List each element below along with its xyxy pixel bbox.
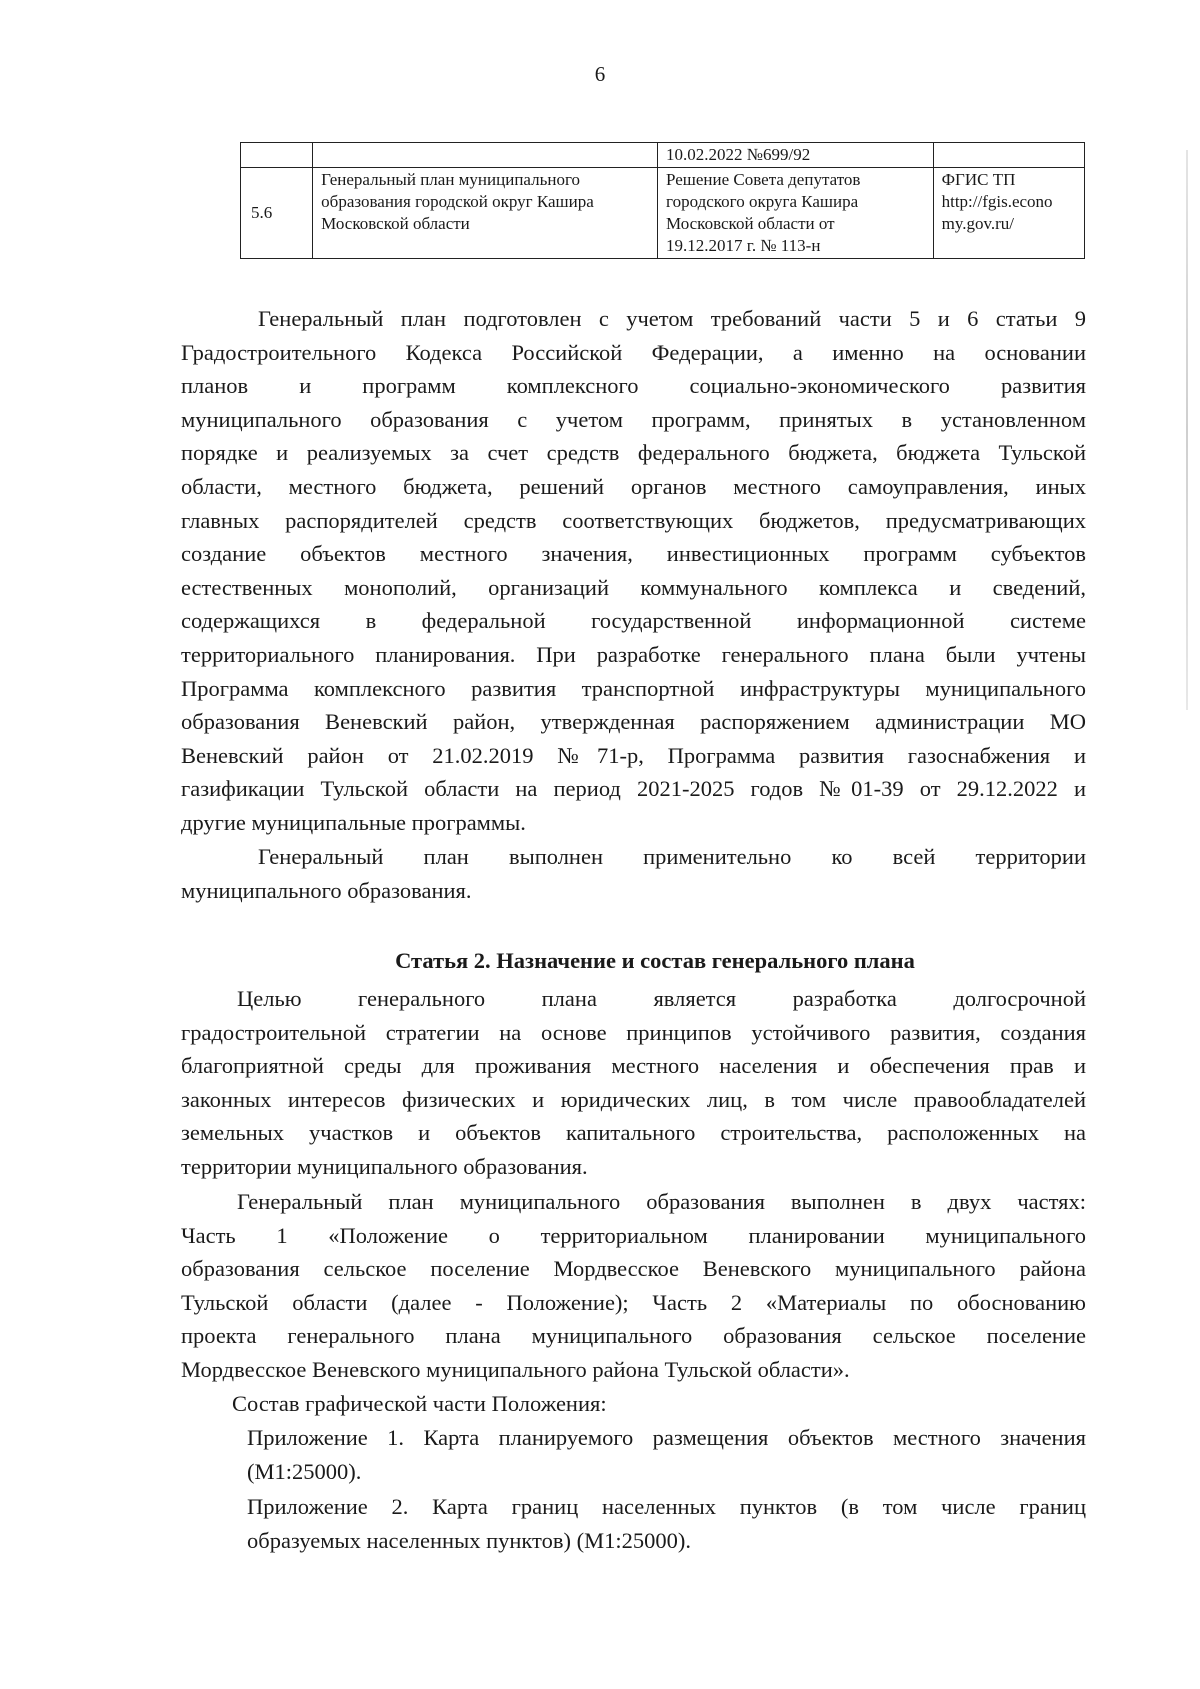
table-cell-text: ФГИС ТП xyxy=(941,170,1016,189)
table-cell-text: Московской области xyxy=(321,214,470,233)
text-line: муниципального образования с учетом программ, принятых в установленном xyxy=(181,406,1086,432)
reference-table xyxy=(240,142,1085,259)
text-line: (М1:25000). xyxy=(247,1458,362,1484)
paragraph-composition xyxy=(181,1185,1086,1387)
text-line: земельных участков и объектов капитального строительства, расположенных на xyxy=(181,1120,1086,1146)
table-cell-text: Московской области от xyxy=(666,214,835,233)
text-line: образования сельское поселение Мордвесское Веневского муниципального района xyxy=(181,1256,1086,1282)
text-line: Состав графической части Положения: xyxy=(232,1391,607,1416)
text-line: создание объектов местного значения, инвестиционных программ субъектов xyxy=(181,541,1086,567)
table-cell-text: образования городской округ Кашира xyxy=(321,192,594,211)
table-cell-text: my.gov.ru/ xyxy=(941,214,1014,233)
section-heading: Статья 2. Назначение и состав генерального плана xyxy=(395,948,915,973)
text-line: газификации Тульской области на период 2021-2025 годов №01-39 от 29.12.2022 и xyxy=(181,776,1086,802)
text-line: другие муниципальные программы. xyxy=(181,809,526,835)
table-cell-doc xyxy=(658,168,934,259)
table-cell-name xyxy=(313,143,658,168)
text-line: образования Веневский район, утвержденная распоряжением администрации МО xyxy=(181,709,1086,735)
appendix-item-1 xyxy=(181,1421,1086,1488)
text-line: Генеральный план выполнен применительно ко всей территории xyxy=(258,844,1086,869)
text-line: Часть 1 «Положение о территориальном планировании муниципального xyxy=(181,1222,1086,1248)
table-cell-text: Решение Совета депутатов xyxy=(666,170,861,189)
text-line: территориального планирования. При разработке генерального плана были учтены xyxy=(181,641,1086,667)
text-line: благоприятной среды для проживания местного населения и обеспечения прав и xyxy=(181,1053,1086,1079)
text-line: естественных монополий, организаций коммунального комплекса и сведений, xyxy=(181,574,1086,600)
table-row xyxy=(241,143,1085,168)
text-line: градостроительной стратегии на основе принципов устойчивого развития, создания xyxy=(181,1019,1086,1045)
table-cell-num: 5.6 xyxy=(241,168,313,259)
text-line: Генеральный план подготовлен с учетом требований части 5 и 6 статьи 9 xyxy=(258,306,1086,331)
table-cell-text: городского округа Кашира xyxy=(666,192,859,211)
text-line: главных распорядителей средств соответствующих бюджетов, предусматривающих xyxy=(181,507,1086,533)
paragraph-territory xyxy=(181,840,1086,907)
page-number: 6 xyxy=(594,62,606,86)
table-cell-doc xyxy=(658,143,934,168)
text-line: Приложение 1. Карта планируемого размещения объектов местного значения xyxy=(247,1425,1086,1450)
table-cell-source xyxy=(933,168,1084,259)
table-cell-num xyxy=(241,143,313,168)
text-line: порядке и реализуемых за счет средств федерального бюджета, бюджета Тульской xyxy=(181,440,1086,466)
text-line: Программа комплексного развития транспортной инфраструктуры муниципального xyxy=(181,675,1086,701)
text-line: образуемых населенных пунктов) (М1:25000). xyxy=(247,1527,691,1553)
text-line: Целью генерального плана является разработка долгосрочной xyxy=(237,986,1086,1011)
table-cell-text: 10.02.2022 №699/92 xyxy=(666,145,811,164)
text-line: территории муниципального образования. xyxy=(181,1153,588,1179)
text-line: содержащихся в федеральной государственной информационной системе xyxy=(181,608,1086,634)
paragraph-general-plan-basis xyxy=(181,302,1086,840)
text-line: законных интересов физических и юридических лиц, в том числе правообладателей xyxy=(181,1086,1086,1112)
appendix-item-2 xyxy=(181,1490,1086,1557)
text-line: планов и программ комплексного социально-экономического развития xyxy=(181,373,1086,399)
table-cell-name xyxy=(313,168,658,259)
text-line: Приложение 2. Карта границ населенных пунктов (в том числе границ xyxy=(247,1494,1086,1519)
text-line: Веневский район от 21.02.2019 №71-р, Программа развития газоснабжения и xyxy=(181,742,1086,768)
table-row xyxy=(241,168,1085,259)
text-line: Генеральный план муниципального образования выполнен в двух частях: xyxy=(237,1189,1086,1214)
text-line: муниципального образования. xyxy=(181,877,472,903)
table-cell-text: http://fgis.econo xyxy=(941,192,1053,211)
table-cell-source xyxy=(933,143,1084,168)
scan-edge-artifact xyxy=(1186,150,1188,710)
table-cell-text: 19.12.2017 г. № 113-н xyxy=(666,236,821,255)
text-line: Мордвесское Веневского муниципального района Тульской области». xyxy=(181,1356,850,1382)
text-line: Градостроительного Кодекса Российской Федерации, а именно на основании xyxy=(181,339,1086,365)
text-line: области, местного бюджета, решений органов местного самоуправления, иных xyxy=(181,473,1086,499)
text-line: проекта генерального плана муниципального образования сельское поселение xyxy=(181,1323,1086,1349)
text-line: Тульской области (далее - Положение); Часть 2 «Материалы по обоснованию xyxy=(181,1289,1086,1315)
table-cell-text: Генеральный план муниципального xyxy=(321,170,580,189)
paragraph-graphic-part xyxy=(181,1387,1086,1421)
paragraph-purpose xyxy=(181,982,1086,1184)
